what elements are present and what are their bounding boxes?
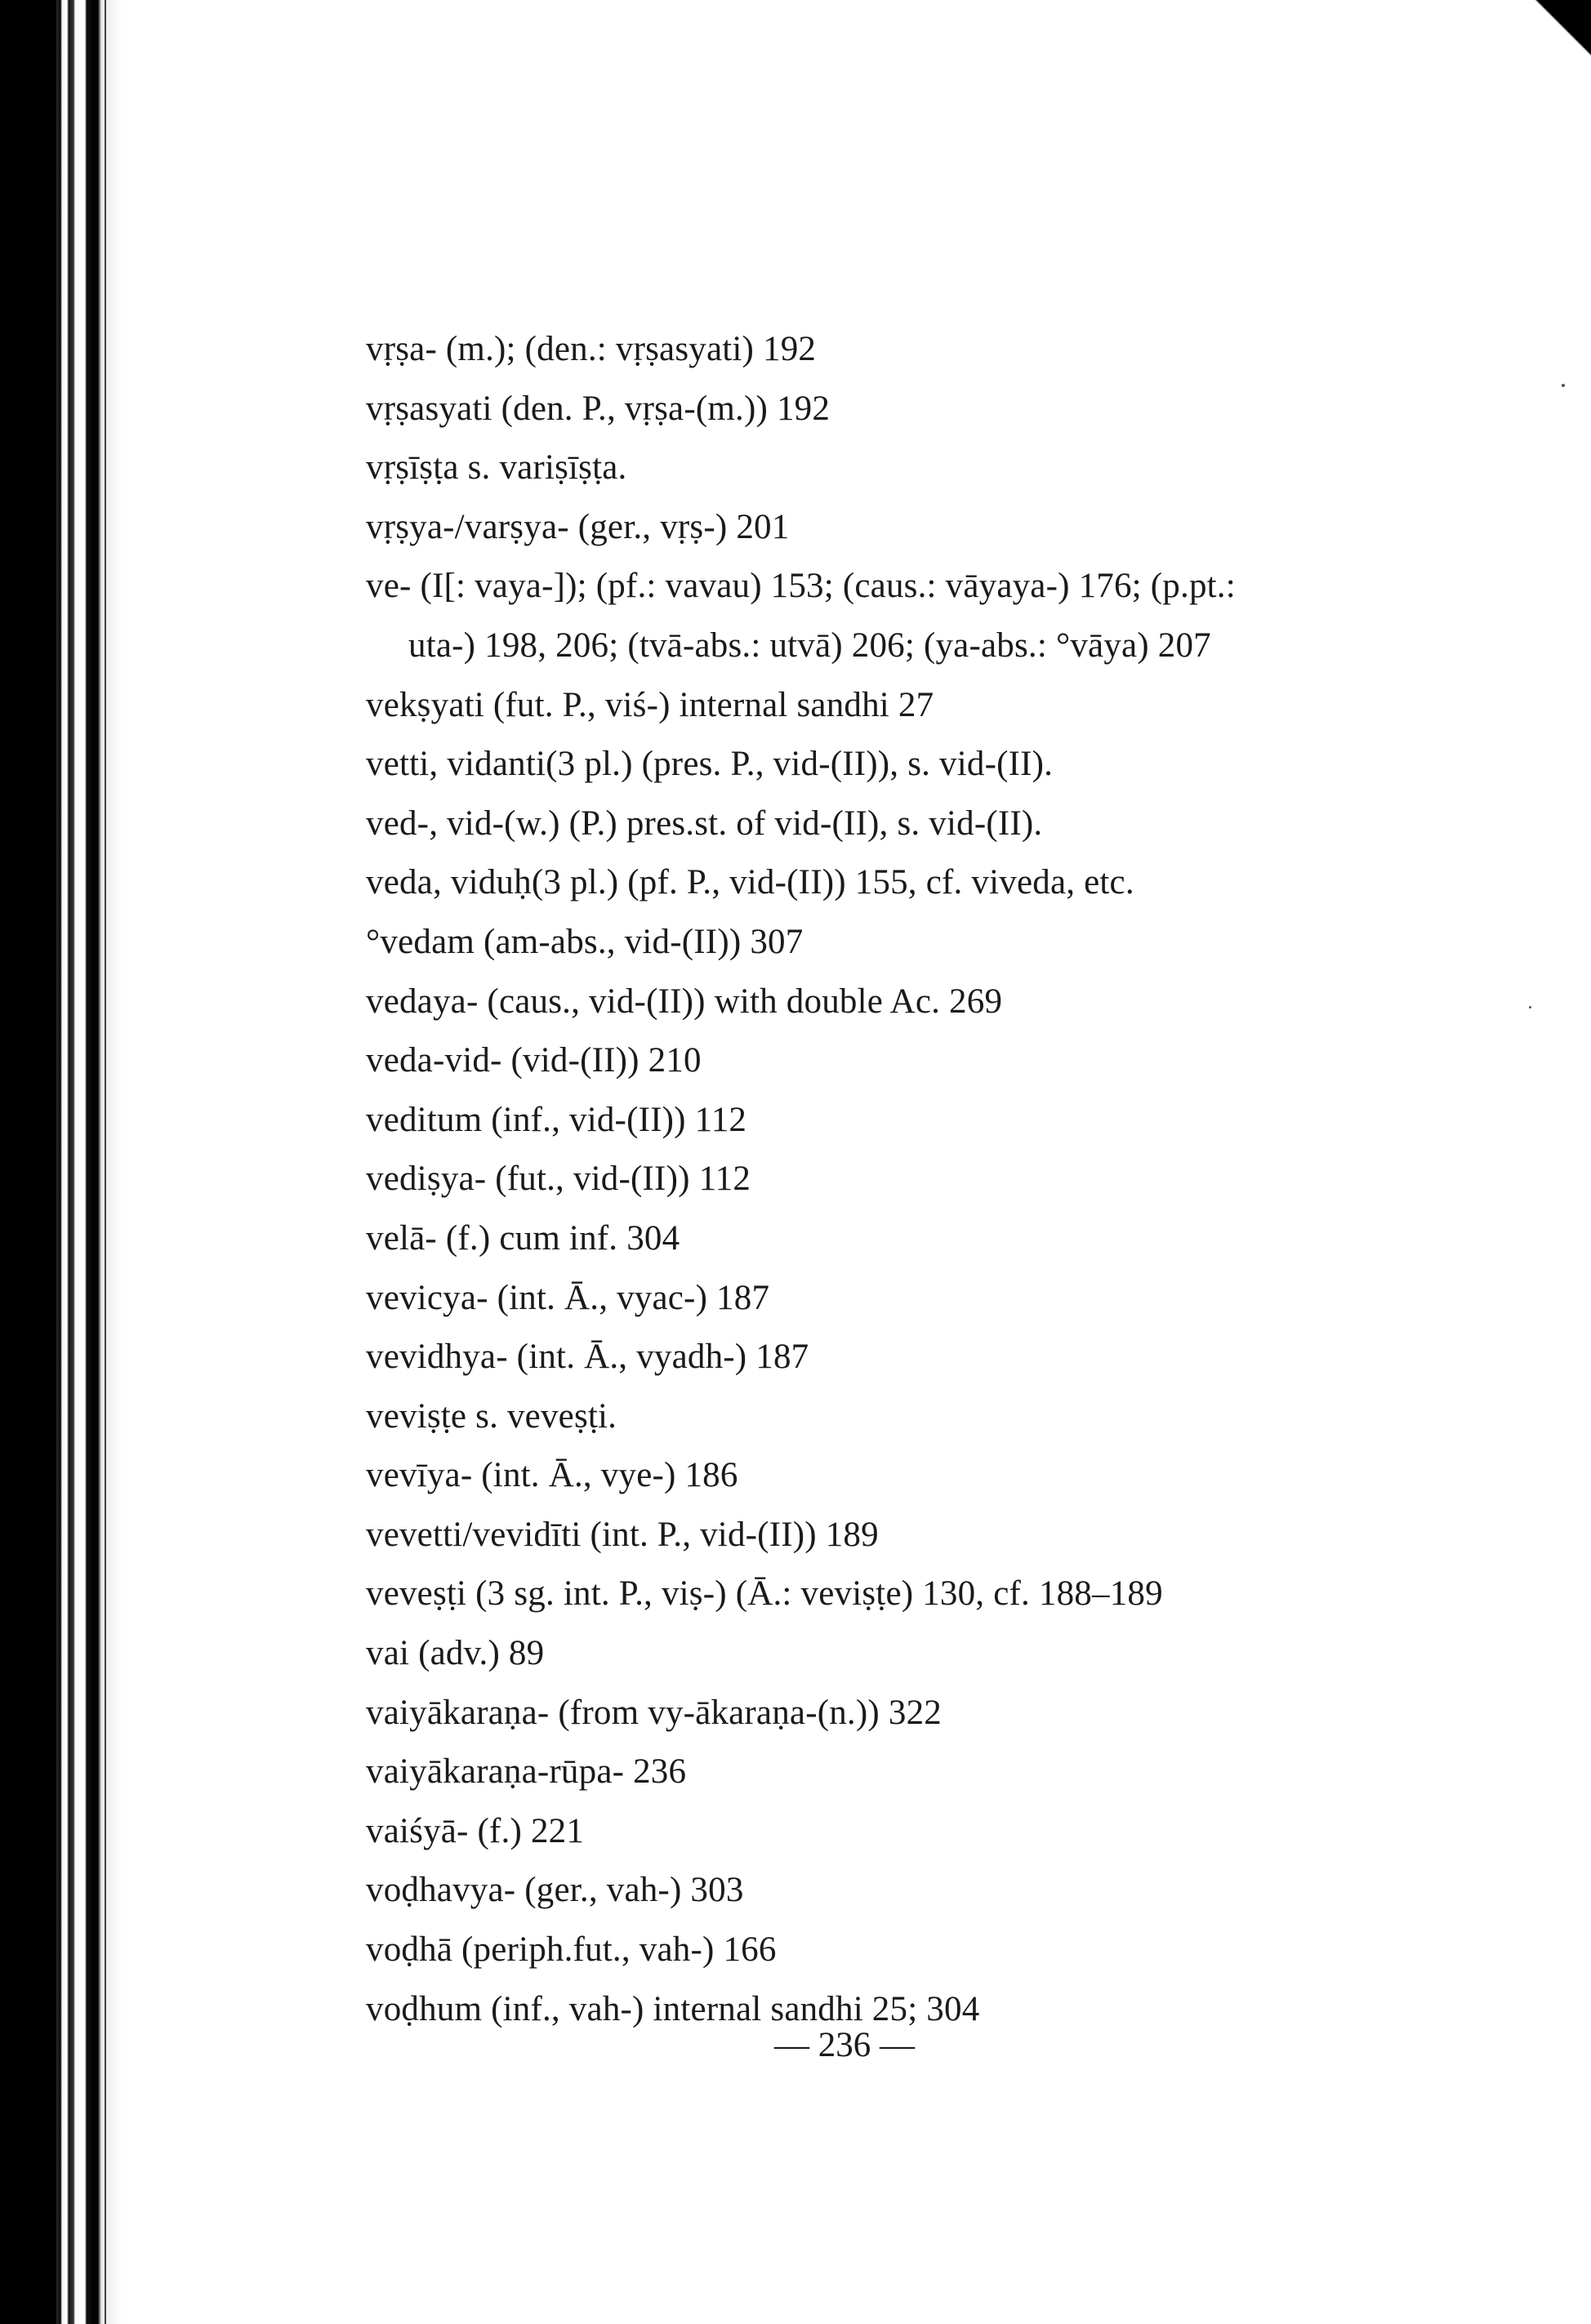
entry-line: vevetti/vevidīti (int. P., vid-(II)) 189 [366,1515,879,1554]
corner-scan-mark [1468,0,1591,122]
index-entry [366,913,1460,973]
entry-line: vṛṣya-/varṣya- (ger., vṛṣ-) 201 [366,507,790,546]
index-entry [366,676,1460,736]
entry-line: vaiśyā- (f.) 221 [366,1811,585,1850]
entry-line: veda-vid- (vid-(II)) 210 [366,1041,702,1080]
index-entry [366,439,1460,498]
entry-line: vedaya- (caus., vid-(II)) with double Ac. 269 [366,982,1003,1021]
index-entry [366,795,1460,854]
index-entry [366,1565,1460,1624]
entry-line: vediṣya- (fut., vid-(II)) 112 [366,1160,751,1199]
entry-line: vṛṣa- (m.); (den.: vṛṣasyati) 192 [366,330,817,368]
index-entry [366,1921,1460,1980]
index-entry [366,1387,1460,1447]
scan-speck [1562,384,1565,387]
entry-line: vetti, vidanti(3 pl.) (pres. P., vid-(II)), s. vid-(II). [366,745,1054,784]
index-entry [366,1328,1460,1387]
index-entry [366,1031,1460,1091]
entry-line: vṛṣasyati (den. P., vṛṣa-(m.)) 192 [366,389,831,428]
entry-line: velā- (f.) cum inf. 304 [366,1218,680,1258]
entry-line: voḍhum (inf., vah-) internal sandhi 25; 304 [366,1989,980,2028]
index-entry [366,1624,1460,1684]
entry-continuation-line: uta-) 198, 206; (tvā-abs.: utvā) 206; (ya-abs.: °vāya) 207 [408,626,1211,665]
entry-line: vevicya- (int. Ā., vyac-) 187 [366,1278,770,1317]
index-entry [366,1802,1460,1862]
entry-line: vevīya- (int. Ā., vye-) 186 [366,1456,738,1495]
entry-line: ve- (I[: vaya-]); (pf.: vavau) 153; (caus.: vāyaya-) 176; (p.pt.: [366,567,1236,606]
spine-rule [105,0,106,2324]
index-entry [366,320,1460,380]
entry-line: vaiyākaraṇa- (from vy-ākaraṇa-(n.)) 322 [366,1693,942,1732]
entry-line: veda, viduḥ(3 pl.) (pf. P., vid-(II)) 155, cf. viveda, etc. [366,863,1134,902]
scan-speck [1529,1006,1531,1008]
entry-line: vṛṣīṣṭa s. variṣīṣṭa. [366,448,627,488]
index-entry [366,1269,1460,1329]
entry-line: veviṣṭe s. veveṣṭi. [366,1396,617,1436]
entry-line: °vedam (am-abs., vid-(II)) 307 [366,922,804,961]
index-entry [366,380,1460,439]
spine-rule [91,0,94,2324]
entry-line: vekṣyati (fut. P., viś-) internal sandhi 27 [366,685,934,724]
index-entry [366,1091,1460,1151]
page-number: — 236 — [774,2026,915,2064]
entry-line: veveṣṭi (3 sg. int. P., viṣ-) (Ā.: veviṣṭe) 130, cf. 188–189 [366,1574,1163,1614]
index-entry [366,498,1460,558]
entry-line: veditum (inf., vid-(II)) 112 [366,1100,747,1139]
index-entry [366,1209,1460,1269]
entry-line: voḍhā (periph.fut., vah-) 166 [366,1930,777,1970]
index-entry [366,853,1460,913]
index-entry [366,1506,1460,1565]
index-entry [366,973,1460,1032]
index-entry [366,1743,1460,1802]
index-entry [366,1150,1460,1209]
entry-line: vai (adv.) 89 [366,1634,545,1673]
index-entry [366,1446,1460,1506]
entry-line: vevidhya- (int. Ā., vyadh-) 187 [366,1338,809,1377]
entry-line: ved-, vid-(w.) (P.) pres.st. of vid-(II), s. vid-(II). [366,804,1043,843]
entry-line: vaiyākaraṇa-rūpa- 236 [366,1752,687,1792]
index-entry [366,1684,1460,1743]
index-entry [366,557,1460,675]
index-entry [366,1861,1460,1921]
index-entries-list [366,320,1460,2039]
entry-line: voḍhavya- (ger., vah-) 303 [366,1871,744,1910]
index-entry [366,735,1460,795]
